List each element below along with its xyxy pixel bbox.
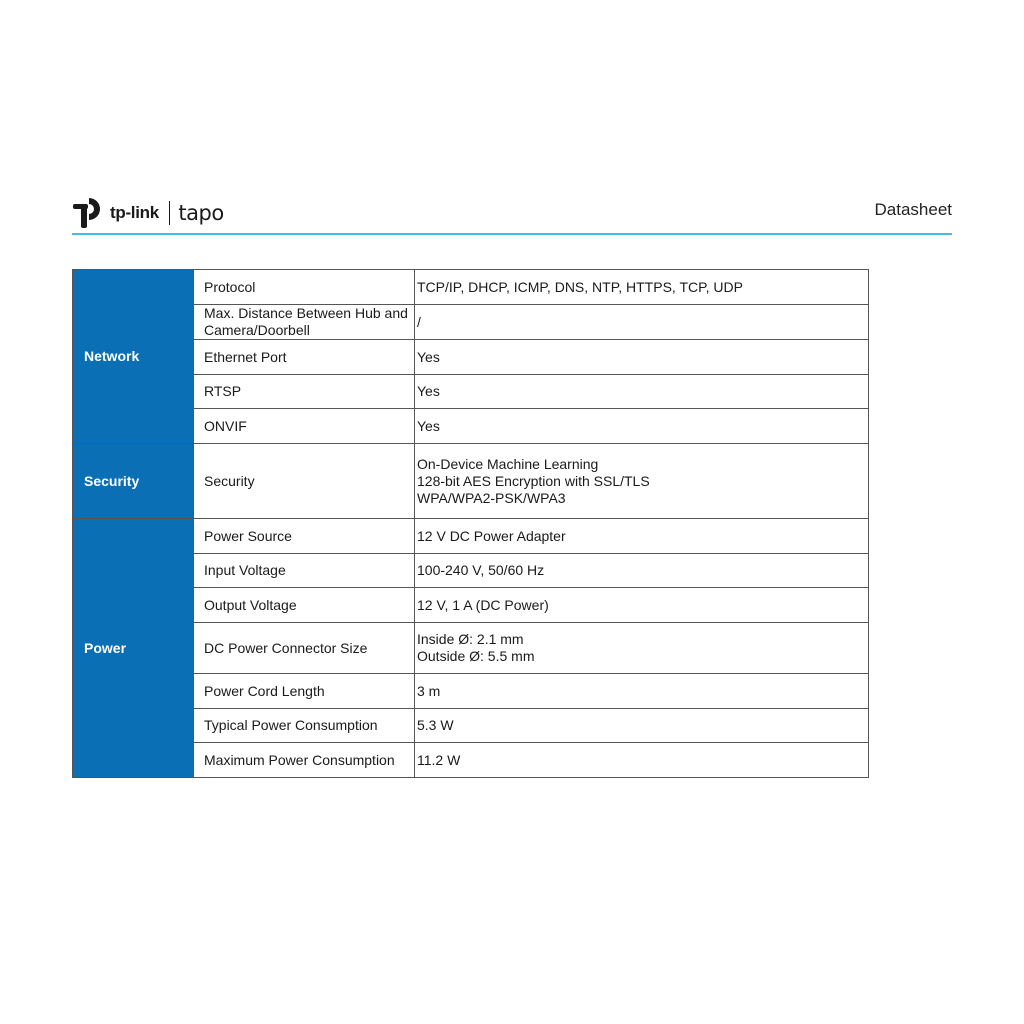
brand-logo [72,196,224,230]
spec-label: Max. Distance Between Hub and Camera/Doorbell [194,305,415,340]
spec-value: Yes [415,375,869,409]
spec-value-line: Outside Ø: 5.5 mm [417,648,535,664]
table-row [73,270,869,305]
spec-value-line: 128-bit AES Encryption with SSL/TLS [417,472,650,489]
spec-value: 11.2 W [415,743,869,778]
spec-label: Protocol [194,270,415,305]
spec-label: Power Cord Length [194,674,415,709]
spec-label: DC Power Connector Size [194,623,415,674]
table-row [73,519,869,554]
specs-table [72,269,869,778]
spec-label: ONVIF [194,409,415,444]
spec-value-line: Inside Ø: 2.1 mm [417,631,524,647]
brand-tapo-text: tapo [178,201,224,225]
spec-label: Ethernet Port [194,340,415,375]
spec-value [415,623,869,674]
spec-label: Input Voltage [194,554,415,588]
document-type-label: Datasheet [874,200,952,219]
header-divider [72,233,952,235]
spec-value: TCP/IP, DHCP, ICMP, DNS, NTP, HTTPS, TCP, UDP [415,270,869,305]
spec-label: Security [194,444,415,519]
brand-tplink-text: tp-link [110,203,159,222]
spec-value: 12 V DC Power Adapter [415,519,869,554]
spec-label: RTSP [194,375,415,409]
tp-link-logo-icon [72,196,106,230]
spec-value: Yes [415,409,869,444]
spec-value-line: WPA/WPA2-PSK/WPA3 [417,489,566,506]
spec-label: Power Source [194,519,415,554]
category-power: Power [73,519,194,778]
table-row [73,444,869,519]
spec-value [415,444,869,519]
spec-value: 12 V, 1 A (DC Power) [415,588,869,623]
spec-value: 3 m [415,674,869,709]
spec-label: Maximum Power Consumption [194,743,415,778]
spec-value-line: On-Device Machine Learning [417,455,599,472]
spec-value: Yes [415,340,869,375]
brand-separator [169,201,171,225]
page-header [72,196,952,236]
spec-value: 5.3 W [415,709,869,743]
spec-value: 100-240 V, 50/60 Hz [415,554,869,588]
category-security: Security [73,444,194,519]
spec-label: Typical Power Consumption [194,709,415,743]
category-network: Network [73,270,194,444]
spec-value: / [415,305,869,340]
spec-label: Output Voltage [194,588,415,623]
